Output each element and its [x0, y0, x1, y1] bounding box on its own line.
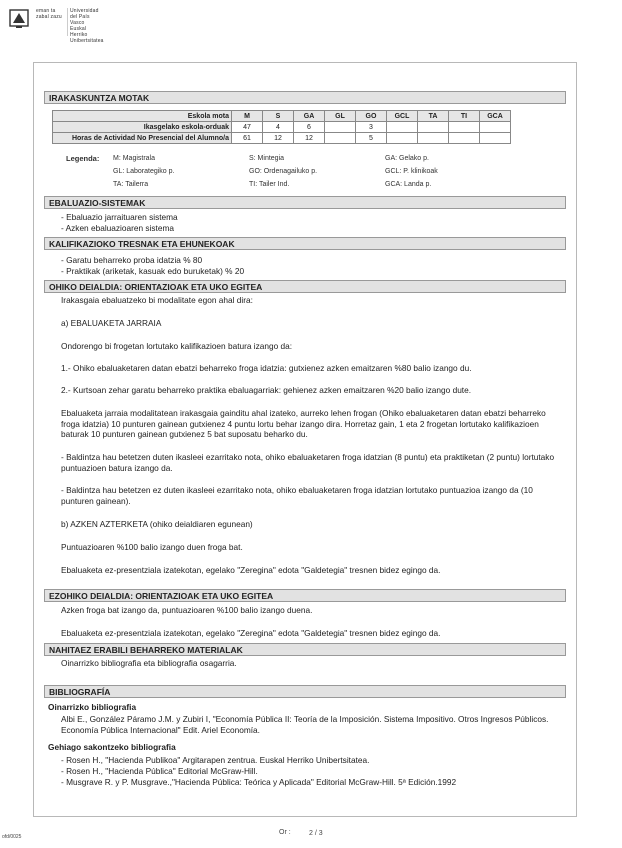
table-cell: TI: [449, 111, 480, 122]
logo-text-motto: eman ta zabal zazu: [36, 8, 62, 20]
table-cell: 47: [232, 122, 263, 133]
paragraph: Ebaluaketa ez-presentziala izatekotan, egelako "Zeregina" edota "Galdetegia" tresnen bidez egingo da.: [61, 628, 441, 638]
logo-divider: [67, 8, 68, 36]
logo-text-name-es: Universidad del País Vasco: [70, 8, 99, 26]
list-item: - Garatu beharreko proba idatzia % 80: [61, 255, 203, 265]
table-row: [53, 122, 511, 133]
paragraph: Ebaluaketa jarraia modalitatean irakasgaia gainditu ahal izateko, aurreko lehen frogan (Ohiko ebaluaketaren datan ebatzi beharreko froga idatzia) 10 punturen gainean gutxienez 4 puntu lortu behar izango dira. Horretaz gain, 1 eta 2 frogetan lortutako kalifikazioen baturak 10 punturen gainean gutxienez 5 bat suposatu beharko du.: [61, 408, 546, 439]
footer-code: ofd/0025: [2, 834, 22, 840]
list-item: - Rosen H., "Hacienda Pública" Editorial McGraw-Hill.: [61, 766, 258, 776]
table-cell: 6: [294, 122, 325, 133]
list-item: - Musgrave R. y P. Musgrave.,"Hacienda Pública: Teórica y Aplicada" Editorial McGraw-Hill. 5ª Edición.1992: [61, 777, 457, 787]
section-bibliography-title: BIBLIOGRAFÍA: [44, 685, 566, 698]
table-cell: [387, 122, 418, 133]
table-cell: GL: [325, 111, 356, 122]
table-cell: [387, 133, 418, 144]
paragraph: Ebaluaketa ez-presentziala izatekotan, egelako "Zeregina" edota "Galdetegia" tresnen bidez egingo da.: [61, 565, 441, 575]
table-row-label: Ikasgelako eskola-orduak: [53, 122, 232, 133]
paragraph: a) EBALUAKETA JARRAIA: [61, 318, 162, 328]
legend-item: GA: Gelako p.: [385, 155, 429, 162]
paragraph: Ondorengo bi frogetan lortutako kalifikazioen batura izango da:: [61, 341, 293, 351]
table-cell: 5: [356, 133, 387, 144]
paragraph: Oinarrizko bibliografia eta bibliografia osagarria.: [61, 658, 237, 668]
table-cell: [449, 133, 480, 144]
table-row-label: Horas de Actividad No Presencial del Alumno/a: [53, 133, 232, 144]
list-item: - Rosen H., "Hacienda Publikoa" Argitarapen zentrua. Euskal Herriko Unibertsitatea.: [61, 755, 370, 765]
footer-or: Or :: [279, 829, 291, 836]
paragraph: Irakasgaia ebaluatzeko bi modalitate egon ahal dira:: [61, 295, 253, 305]
paragraph: Puntuazioaren %100 balio izango duen froga bat.: [61, 542, 243, 552]
logo-text-name-eu: Euskal Herriko Unibertsitatea: [70, 26, 104, 44]
table-cell: 3: [356, 122, 387, 133]
paragraph: 1.- Ohiko ebaluaketaren datan ebatzi beharreko froga idatzia: gutxienez azken emaitzaren %80 balio izango du.: [61, 363, 472, 373]
university-emblem-icon: [8, 8, 30, 30]
list-item: - Praktikak (ariketak, kasuak edo buruketak) % 20: [61, 266, 245, 276]
section-required-materials-title: NAHITAEZ ERABILI BEHARREKO MATERIALAK: [44, 643, 566, 656]
table-cell: [480, 133, 511, 144]
paragraph: 2.- Kurtsoan zehar garatu beharreko praktika ebaluagarriak: gehienez azken emaitzaren %20 balio izango dute.: [61, 385, 472, 395]
list-item: - Azken ebaluazioaren sistema: [61, 223, 174, 233]
legend-item: S: Mintegia: [249, 155, 285, 162]
section-ordinary-call-title: OHIKO DEIALDIA: ORIENTAZIOAK ETA UKO EGITEA: [44, 280, 566, 293]
legend-label: Legenda:: [66, 154, 100, 163]
table-cell: GCL: [387, 111, 418, 122]
section-teaching-types-title: IRAKASKUNTZA MOTAK: [44, 91, 566, 104]
table-row: [53, 133, 511, 144]
table-cell: [418, 122, 449, 133]
table-cell: [449, 122, 480, 133]
table-cell: GA: [294, 111, 325, 122]
table-cell: 12: [263, 133, 294, 144]
legend-item: M: Magistrala: [113, 155, 156, 162]
legend-item: GO: Ordenagailuko p.: [249, 168, 318, 175]
section-extraordinary-call-title: EZOHIKO DEIALDIA: ORIENTAZIOAK ETA UKO EGITEA: [44, 589, 566, 602]
teaching-types-table: [52, 110, 511, 144]
table-cell: [325, 122, 356, 133]
legend-item: GCL: P. klinikoak: [385, 168, 438, 175]
table-cell: M: [232, 111, 263, 122]
legend-item: GL: Laborategiko p.: [113, 168, 175, 175]
paragraph: b) AZKEN AZTERKETA (ohiko deialdiaren egunean): [61, 519, 253, 529]
table-cell: 12: [294, 133, 325, 144]
table-row: [53, 111, 511, 122]
section-grading-tools-title: KALIFIKAZIOKO TRESNAK ETA EHUNEKOAK: [44, 237, 566, 250]
table-cell: GO: [356, 111, 387, 122]
bibliography-further-heading: Gehiago sakontzeko bibliografia: [48, 742, 176, 752]
table-cell: GCA: [480, 111, 511, 122]
paragraph: Azken froga bat izango da, puntuazioaren %100 balio izango duena.: [61, 605, 313, 615]
table-cell: TA: [418, 111, 449, 122]
table-cell: 4: [263, 122, 294, 133]
table-cell: [480, 122, 511, 133]
university-logo: [8, 8, 104, 44]
bibliography-basic-heading: Oinarrizko bibliografia: [48, 702, 137, 712]
list-item: - Ebaluazio jarraituaren sistema: [61, 212, 178, 222]
paragraph: - Baldintza hau betetzen duten ikasleei ezarritako nota, ohiko ebaluaketaren froga idatzian (8 puntu) eta praktiketan (2 puntu) lortutako puntuazioen batura izango da.: [61, 452, 555, 473]
table-cell: [418, 133, 449, 144]
table-cell: S: [263, 111, 294, 122]
legend-item: GCA: Landa p.: [385, 181, 432, 188]
table-row-label: Eskola mota: [53, 111, 232, 122]
logo-text-name: [70, 8, 104, 44]
paragraph: - Baldintza hau betetzen ez duten ikasleei ezarritako nota, ohiko ebaluaketaren froga idatzian lortutako puntuazioa izango da (10 punturen gainean).: [61, 485, 533, 506]
bibliography-basic-entry: Albi E., González Páramo J.M. y Zubiri I, "Economía Pública II: Teoría de la Imposición. Sistema Impositivo. Otros Ingresos Públicos. Economía Pública Internacional" Edit. Ariel Economía.: [61, 714, 549, 735]
legend-item: TA: Tailerra: [113, 181, 149, 188]
table-cell: 61: [232, 133, 263, 144]
section-evaluation-systems-title: EBALUAZIO-SISTEMAK: [44, 196, 566, 209]
table-cell: [325, 133, 356, 144]
page-number: 2 / 3: [309, 830, 323, 837]
legend-item: TI: Tailer Ind.: [249, 181, 290, 188]
